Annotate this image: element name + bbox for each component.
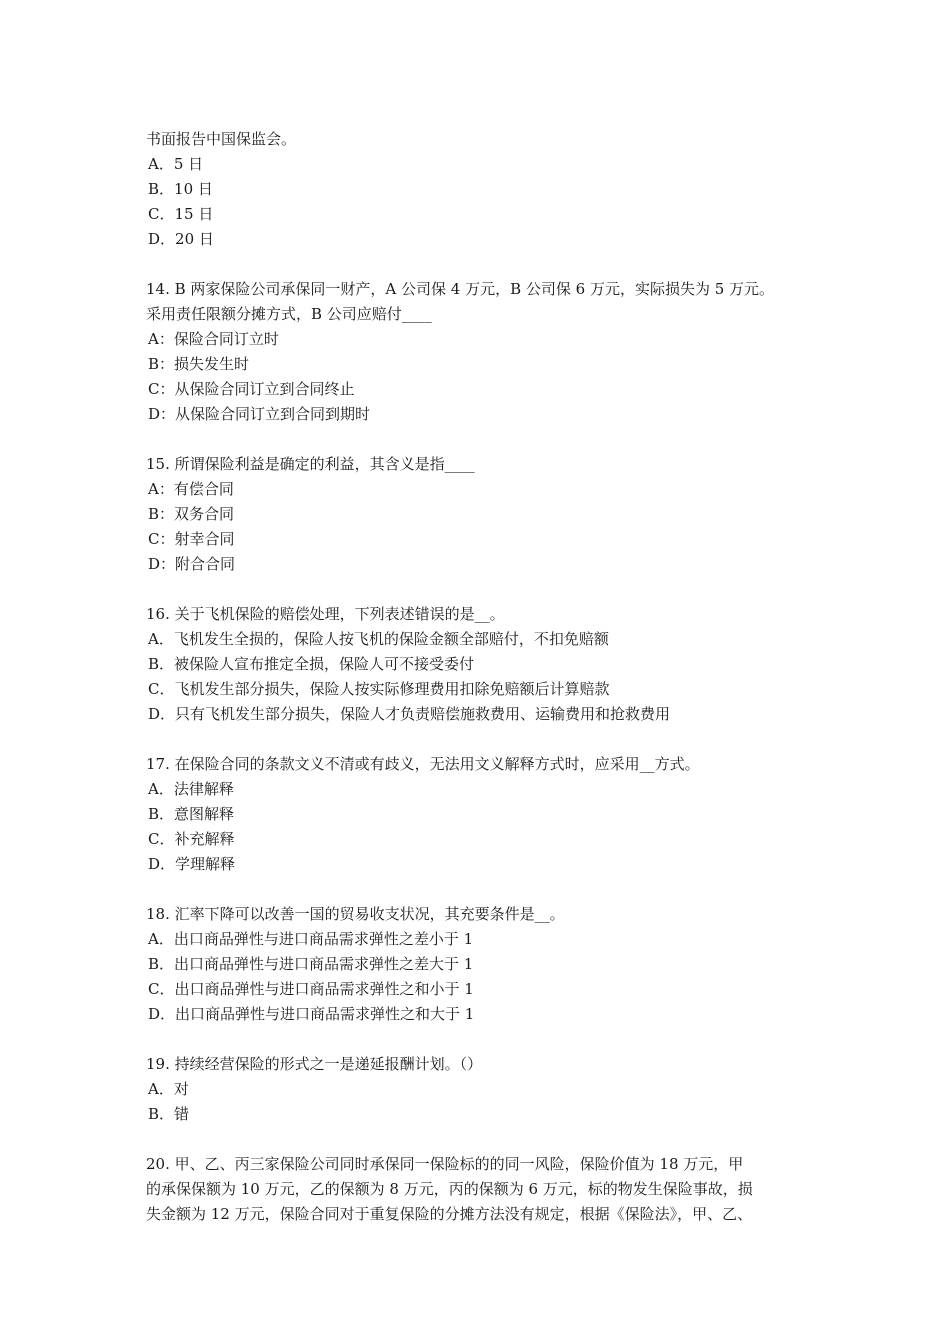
page-content [146,127,836,1227]
q18-option-d: D．出口商品弹性与进口商品需求弹性之和大于 1 [148,1005,475,1023]
spacer [146,727,836,752]
q20-stem-line1: 20. 甲、乙、丙三家保险公司同时承保同一保险标的的同一风险，保险价值为 18 万元，甲 [146,1155,744,1173]
q15-stem: 15. 所谓保险利益是确定的利益，其含义是指____ [146,455,475,473]
intro-line: 书面报告中国保监会。 [146,130,297,148]
q14-option-b: B：损失发生时 [148,355,250,373]
q15-option-b: B：双务合同 [148,505,235,523]
q18-option-c: C．出口商品弹性与进口商品需求弹性之和小于 1 [148,980,474,998]
spacer [146,252,836,277]
q14-option-d: D：从保险合同订立到合同到期时 [148,405,371,423]
q19-stem: 19. 持续经营保险的形式之一是递延报酬计划。（） [146,1055,483,1073]
q15-option-a: A：有偿合同 [148,480,234,498]
q17-option-b: B．意图解释 [148,805,235,823]
q17-option-c: C．补充解释 [148,830,235,848]
spacer [146,1127,836,1152]
q17-stem: 17. 在保险合同的条款文义不清或有歧义，无法用文义解释方式时，应采用__方式。 [146,755,700,773]
q18-stem: 18. 汇率下降可以改善一国的贸易收支状况，其充要条件是__。 [146,905,565,923]
q14-stem-line1: 14. B 两家保险公司承保同一财产，A 公司保 4 万元，B 公司保 6 万元，实际损失为 5 万元。 [146,280,775,298]
q16-stem: 16. 关于飞机保险的赔偿处理，下列表述错误的是__。 [146,605,505,623]
q15-option-d: D：附合合同 [148,555,236,573]
q16-option-b: B．被保险人宣布推定全损，保险人可不接受委付 [148,655,475,673]
q13-option-d: D．20 日 [148,230,214,248]
q18-option-a: A．出口商品弹性与进口商品需求弹性之差小于 1 [148,930,474,948]
q14-option-a: A：保险合同订立时 [148,330,279,348]
q16-option-c: C．飞机发生部分损失，保险人按实际修理费用扣除免赔额后计算赔款 [148,680,610,698]
spacer [146,877,836,902]
q13-option-c: C．15 日 [148,205,214,223]
spacer [146,427,836,452]
q14-stem-line2: 采用责任限额分摊方式，B 公司应赔付____ [146,305,432,323]
q16-option-d: D．只有飞机发生部分损失，保险人才负责赔偿施救费用、运输费用和抢救费用 [148,705,671,723]
spacer [146,577,836,602]
spacer [146,1027,836,1052]
q13-option-a: A．5 日 [148,155,204,173]
q15-option-c: C：射幸合同 [148,530,235,548]
q19-option-b: B．错 [148,1105,190,1123]
q18-option-b: B．出口商品弹性与进口商品需求弹性之差大于 1 [148,955,474,973]
q19-option-a: A．对 [148,1080,189,1098]
q13-option-b: B．10 日 [148,180,213,198]
q17-option-a: A．法律解释 [148,780,234,798]
q16-option-a: A．飞机发生全损的，保险人按飞机的保险金额全部赔付，不扣免赔额 [148,630,609,648]
q20-stem-line3: 失金额为 12 万元，保险合同对于重复保险的分摊方法没有规定，根据《保险法》，甲、乙、 [146,1205,753,1223]
q14-option-c: C：从保险合同订立到合同终止 [148,380,355,398]
q20-stem-line2: 的承保保额为 10 万元，乙的保额为 8 万元，丙的保额为 6 万元，标的物发生保险事故，损 [146,1180,753,1198]
q17-option-d: D．学理解释 [148,855,236,873]
